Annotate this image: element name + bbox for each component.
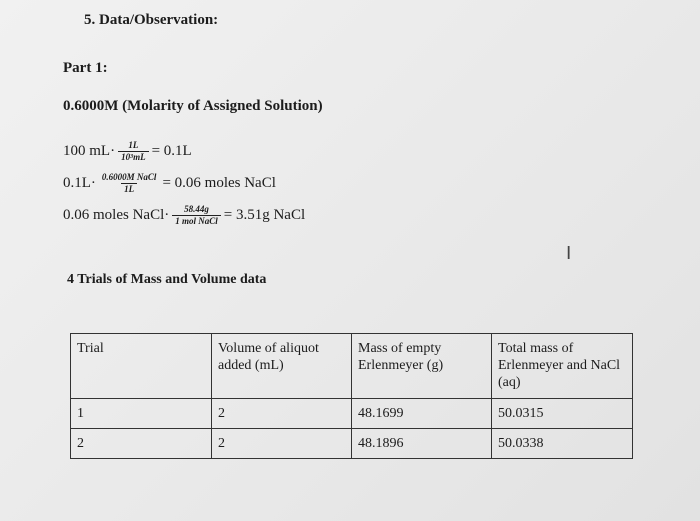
header-empty-mass: Mass of empty Erlenmeyer (g) [352, 334, 492, 399]
table-header-row [71, 334, 633, 399]
header-total-mass: Total mass of Erlenmeyer and NaCl (aq) [492, 334, 633, 399]
cell-total-mass: 50.0315 [492, 399, 633, 429]
fraction-numerator: 1L [128, 140, 139, 150]
calc-lhs: 0.06 moles NaCl· [63, 207, 170, 223]
header-trial: Trial [71, 334, 212, 399]
text-cursor-icon: Ⅰ [566, 243, 572, 264]
cell-empty-mass: 48.1699 [352, 399, 492, 429]
calculation-line-volume-conversion [63, 140, 192, 163]
calc-result: = 0.1L [151, 143, 192, 159]
conversion-fraction [172, 204, 221, 227]
calculation-line-moles [63, 172, 276, 195]
trials-heading: 4 Trials of Mass and Volume data [67, 272, 267, 287]
calc-lhs: 0.1L· [63, 175, 96, 191]
fraction-numerator: 0.6000M NaCl [101, 172, 157, 182]
calculation-line-grams [63, 204, 305, 227]
calc-lhs: 100 mL· [63, 143, 116, 159]
section-heading: 5. Data/Observation: [84, 12, 219, 28]
table-row [71, 429, 633, 459]
cell-total-mass: 50.0338 [492, 429, 633, 459]
cell-volume: 2 [212, 429, 352, 459]
header-volume: Volume of aliquot added (mL) [212, 334, 352, 399]
trials-table [70, 333, 633, 459]
calc-result: = 3.51g NaCl [223, 207, 306, 223]
cell-volume: 2 [212, 399, 352, 429]
table-row [71, 399, 633, 429]
cell-empty-mass: 48.1896 [352, 429, 492, 459]
fraction-numerator: 58.44g [184, 204, 209, 214]
fraction-denominator: 1 mol NaCl [172, 215, 221, 227]
cell-trial: 1 [71, 399, 212, 429]
cell-trial: 2 [71, 429, 212, 459]
calc-result: = 0.06 moles NaCl [162, 175, 276, 191]
molarity-heading: 0.6000M (Molarity of Assigned Solution) [63, 98, 323, 114]
fraction-denominator: $10^3mL$ [118, 151, 149, 163]
part-heading: Part 1: [63, 60, 108, 76]
conversion-fraction [118, 140, 149, 163]
fraction-denominator: 1L [121, 183, 137, 195]
conversion-fraction [99, 172, 160, 195]
